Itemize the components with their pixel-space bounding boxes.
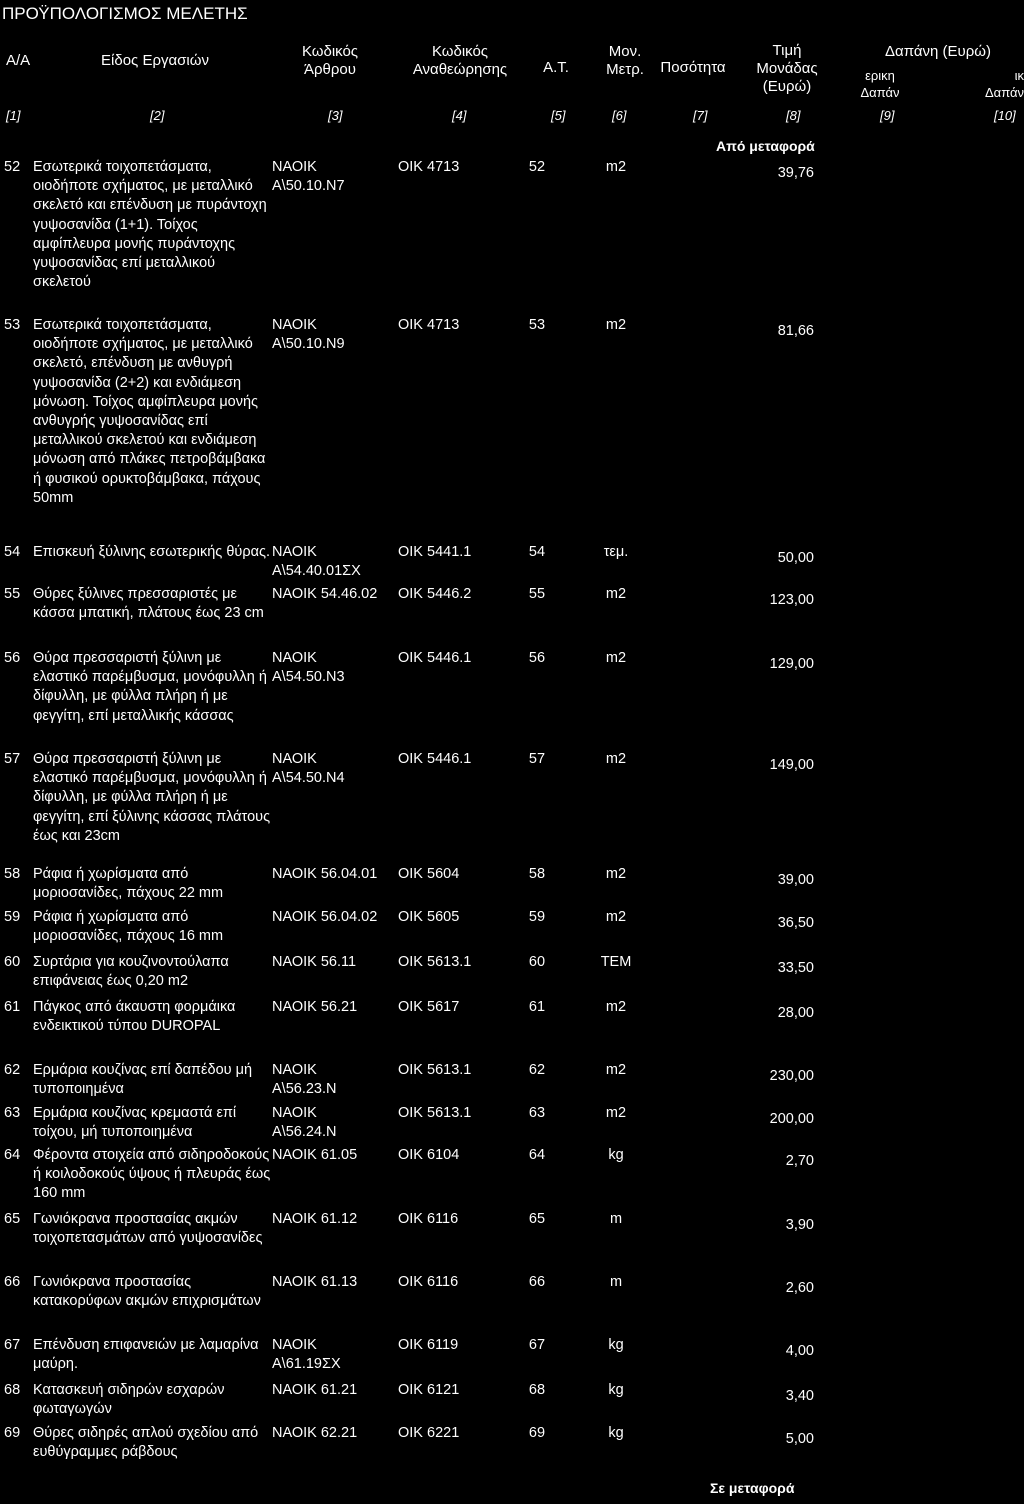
- row-unit-price: 50,00: [777, 550, 814, 566]
- row-description: Πάγκος από άκαυστη φορμάικα ενδεικτικού τύπου DUROPAL: [33, 999, 236, 1035]
- row-unit-price: 2,70: [785, 1153, 814, 1169]
- row-number: 62: [4, 1062, 21, 1078]
- row-article-code: ΝΑΟΙΚ 56.04.01: [272, 866, 378, 882]
- row-article-code: ΝΑΟΙΚ 62.21: [272, 1425, 358, 1441]
- row-unit-price: 39,00: [777, 872, 814, 888]
- col-index-7: [7]: [693, 108, 708, 123]
- row-number: 69: [4, 1425, 21, 1441]
- row-description: Ράφια ή χωρίσματα από μοριοσανίδες, πάχους 22 mm: [33, 866, 224, 902]
- row-unit-price: 149,00: [769, 757, 814, 773]
- row-at: 52: [528, 159, 546, 175]
- row-at: 55: [528, 586, 546, 602]
- row-number: 66: [4, 1274, 21, 1290]
- row-description: Θύρες σιδηρές απλού σχεδίου από ευθύγραμμες ράβδους: [33, 1425, 259, 1461]
- row-at: 53: [528, 317, 546, 333]
- row-unit-price: 123,00: [769, 592, 814, 608]
- row-review-code: ΟΙΚ 4713: [398, 159, 460, 175]
- row-unit-price: 3,40: [785, 1388, 814, 1404]
- row-article-code: ΝΑΟΙΚ Α\56.24.Ν: [272, 1105, 337, 1141]
- row-unit: m2: [605, 1105, 627, 1121]
- header-at: Α.Τ.: [543, 59, 569, 76]
- row-article-code: ΝΑΟΙΚ 56.21: [272, 999, 358, 1015]
- row-at: 59: [528, 909, 546, 925]
- row-number: 55: [4, 586, 21, 602]
- row-review-code: ΟΙΚ 5617: [398, 999, 460, 1015]
- row-unit: m2: [605, 751, 627, 767]
- row-unit: τεμ.: [603, 544, 629, 560]
- header-quantity: Ποσότητα: [660, 59, 726, 76]
- header-review-code: Κωδικός Αναθεώρησης: [412, 43, 508, 78]
- row-unit: kg: [608, 1147, 624, 1163]
- row-article-code: ΝΑΟΙΚ Α\56.23.Ν: [272, 1062, 337, 1098]
- col-index-1: [1]: [6, 108, 21, 123]
- header-aa: Α/Α: [6, 52, 31, 69]
- row-article-code: ΝΑΟΙΚ 56.04.02: [272, 909, 378, 925]
- header-type: Είδος Εργασιών: [101, 52, 209, 69]
- row-description: Ερμάρια κουζίνας κρεμαστά επί τοίχου, μή τυποποιημένα: [33, 1105, 237, 1141]
- row-number: 59: [4, 909, 21, 925]
- row-at: 64: [528, 1147, 546, 1163]
- row-unit: m2: [605, 1062, 627, 1078]
- row-description: Θύρες ξύλινες πρεσσαριστές με κάσσα μπατική, πλάτους έως 23 cm: [33, 586, 264, 622]
- col-index-10: [10]: [994, 108, 1016, 123]
- row-article-code: ΝΑΟΙΚ Α\54.50.Ν3: [272, 650, 345, 686]
- row-at: 63: [528, 1105, 546, 1121]
- row-description: Φέροντα στοιχεία από σιδηροδοκούς ή κοιλοδοκούς ύψους ή πλευράς έως 160 mm: [33, 1147, 271, 1202]
- header-unit-price: Τιμή Μονάδας (Ευρώ): [756, 42, 818, 95]
- row-description: Επένδυση επιφανειών με λαμαρίνα μαύρη.: [33, 1337, 259, 1373]
- row-unit: m2: [605, 909, 627, 925]
- row-at: 56: [528, 650, 546, 666]
- row-unit-price: 28,00: [777, 1005, 814, 1021]
- row-article-code: ΝΑΟΙΚ Α\50.10.Ν9: [272, 317, 345, 353]
- row-number: 60: [4, 954, 21, 970]
- col-index-6: [6]: [612, 108, 627, 123]
- row-unit: m: [609, 1211, 623, 1227]
- row-review-code: ΟΙΚ 4713: [398, 317, 460, 333]
- row-number: 52: [4, 159, 21, 175]
- row-review-code: ΟΙΚ 5446.2: [398, 586, 472, 602]
- row-description: Θύρα πρεσσαριστή ξύλινη με ελαστικό παρέμβυσμα, μονόφυλλη ή δίφυλλη, με φύλλα πλήρη ή με φεγγίτη, επί μεταλλικής κάσσας: [33, 650, 267, 724]
- row-article-code: ΝΑΟΙΚ Α\50.10.Ν7: [272, 159, 345, 195]
- row-number: 58: [4, 866, 21, 882]
- row-article-code: ΝΑΟΙΚ 61.13: [272, 1274, 358, 1290]
- row-article-code: ΝΑΟΙΚ Α\61.19ΣΧ: [272, 1337, 341, 1373]
- row-number: 61: [4, 999, 21, 1015]
- row-at: 60: [528, 954, 546, 970]
- row-review-code: ΟΙΚ 5446.1: [398, 650, 472, 666]
- row-review-code: ΟΙΚ 5613.1: [398, 1105, 472, 1121]
- row-unit-price: 36,50: [777, 915, 814, 931]
- row-unit: m2: [605, 650, 627, 666]
- row-article-code: ΝΑΟΙΚ 61.21: [272, 1382, 358, 1398]
- row-unit: m2: [605, 159, 627, 175]
- row-unit-price: 39,76: [777, 165, 814, 181]
- row-review-code: ΟΙΚ 6116: [398, 1274, 459, 1290]
- row-number: 65: [4, 1211, 21, 1227]
- row-unit: kg: [608, 1425, 624, 1441]
- row-at: 65: [528, 1211, 546, 1227]
- row-article-code: ΝΑΟΙΚ 61.05: [272, 1147, 358, 1163]
- row-review-code: ΟΙΚ 5446.1: [398, 751, 472, 767]
- row-number: 57: [4, 751, 21, 767]
- row-review-code: ΟΙΚ 6221: [398, 1425, 460, 1441]
- header-total-cost: ικ Δαπάν: [985, 68, 1024, 100]
- header-unit: Μον. Μετρ.: [606, 43, 644, 78]
- row-review-code: ΟΙΚ 5613.1: [398, 954, 472, 970]
- carried-to-label: Σε μεταφορά: [710, 1480, 795, 1496]
- col-index-9: [9]: [880, 108, 895, 123]
- row-review-code: ΟΙΚ 6119: [398, 1337, 459, 1353]
- row-description: Γωνιόκρανα προστασίας ακμών τοιχοπετασμάτων από γυψοσανίδες: [33, 1211, 263, 1247]
- page-title: ΠΡΟΫΠΟΛΟΓΙΣΜΟΣ ΜΕΛΕΤΗΣ: [2, 4, 248, 23]
- carried-from-label: Από μεταφορά: [716, 138, 815, 154]
- row-description: Γωνιόκρανα προστασίας κατακορύφων ακμών επιχρισμάτων: [33, 1274, 261, 1310]
- header-cost: Δαπάνη (Ευρώ): [885, 43, 991, 60]
- row-review-code: ΟΙΚ 6121: [398, 1382, 460, 1398]
- col-index-5: [5]: [551, 108, 566, 123]
- row-unit: m2: [605, 999, 627, 1015]
- row-unit: m: [609, 1274, 623, 1290]
- row-unit-price: 2,60: [785, 1280, 814, 1296]
- row-unit-price: 200,00: [769, 1111, 814, 1127]
- row-number: 67: [4, 1337, 21, 1353]
- header-partial-cost: ερικη Δαπάν: [860, 68, 900, 100]
- row-unit-price: 129,00: [769, 656, 814, 672]
- row-at: 61: [528, 999, 546, 1015]
- row-article-code: ΝΑΟΙΚ Α\54.40.01ΣΧ: [272, 544, 361, 580]
- row-number: 53: [4, 317, 21, 333]
- row-unit-price: 33,50: [777, 960, 814, 976]
- row-number: 64: [4, 1147, 21, 1163]
- row-number: 68: [4, 1382, 21, 1398]
- row-description: Συρτάρια για κουζινοντούλαπα επιφάνειας έως 0,20 m2: [33, 954, 229, 990]
- row-article-code: ΝΑΟΙΚ 56.11: [272, 954, 357, 970]
- col-index-8: [8]: [786, 108, 801, 123]
- row-description: Θύρα πρεσσαριστή ξύλινη με ελαστικό παρέμβυσμα, μονόφυλλη ή δίφυλλη, με φύλλα πλήρη ή με φεγγίτη, επί ξύλινης κάσσας πλάτους έως και 23cm: [33, 751, 271, 844]
- row-description: Επισκευή ξύλινης εσωτερικής θύρας.: [33, 544, 270, 560]
- row-unit-price: 4,00: [785, 1343, 814, 1359]
- row-at: 57: [528, 751, 546, 767]
- row-review-code: ΟΙΚ 5613.1: [398, 1062, 472, 1078]
- row-article-code: ΝΑΟΙΚ 54.46.02: [272, 586, 378, 602]
- row-description: Ράφια ή χωρίσματα από μοριοσανίδες, πάχους 16 mm: [33, 909, 224, 945]
- row-at: 67: [528, 1337, 546, 1353]
- row-at: 69: [528, 1425, 546, 1441]
- row-unit: kg: [608, 1382, 624, 1398]
- row-description: Εσωτερικά τοιχοπετάσματα, οιοδήποτε σχήματος, με μεταλλικό σκελετό, επένδυση με ανθυγρή γυψοσανίδα (2+2) και ενδιάμεση μόνωση. Τοίχος αμφίπλευρα μονής ανθυγρής γυψοσανίδας επί μεταλλικού σκελετού και ενδιάμεση μόνωση από πλάκες πετροβάμβακα ή φυσικού ορυκτοβάμβακα, πάχους 50mm: [33, 317, 266, 506]
- row-review-code: ΟΙΚ 6104: [398, 1147, 460, 1163]
- row-unit: kg: [608, 1337, 624, 1353]
- col-index-4: [4]: [452, 108, 467, 123]
- row-at: 66: [528, 1274, 546, 1290]
- col-index-3: [3]: [328, 108, 343, 123]
- row-description: Ερμάρια κουζίνας επί δαπέδου μή τυποποιημένα: [33, 1062, 253, 1098]
- row-review-code: ΟΙΚ 5604: [398, 866, 460, 882]
- row-review-code: ΟΙΚ 6116: [398, 1211, 459, 1227]
- row-unit-price: 3,90: [785, 1217, 814, 1233]
- header-article-code: Κωδικός Άρθρου: [301, 43, 359, 78]
- row-article-code: ΝΑΟΙΚ 61.12: [272, 1211, 358, 1227]
- row-at: 58: [528, 866, 546, 882]
- row-unit: ΤΕΜ: [600, 954, 632, 970]
- row-unit-price: 230,00: [769, 1068, 814, 1084]
- row-at: 68: [528, 1382, 546, 1398]
- col-index-2: [2]: [150, 108, 165, 123]
- row-number: 56: [4, 650, 21, 666]
- row-unit: m2: [605, 586, 627, 602]
- row-description: Κατασκευή σιδηρών εσχαρών φωταγωγών: [33, 1382, 225, 1418]
- row-unit-price: 81,66: [777, 323, 814, 339]
- row-description: Εσωτερικά τοιχοπετάσματα, οιοδήποτε σχήματος, με μεταλλικό σκελετό και επένδυση με πυράντοχη γυψοσανίδα (1+1). Τοίχος αμφίπλευρα μονής πυράντοχης γυψοσανίδας επί μεταλλικού σκελετού: [33, 159, 267, 291]
- row-at: 62: [528, 1062, 546, 1078]
- row-review-code: ΟΙΚ 5441.1: [398, 544, 472, 560]
- row-at: 54: [528, 544, 546, 560]
- row-unit-price: 5,00: [785, 1431, 814, 1447]
- row-unit: m2: [605, 866, 627, 882]
- row-number: 63: [4, 1105, 21, 1121]
- row-number: 54: [4, 544, 21, 560]
- row-review-code: ΟΙΚ 5605: [398, 909, 460, 925]
- row-unit: m2: [605, 317, 627, 333]
- row-article-code: ΝΑΟΙΚ Α\54.50.Ν4: [272, 751, 345, 787]
